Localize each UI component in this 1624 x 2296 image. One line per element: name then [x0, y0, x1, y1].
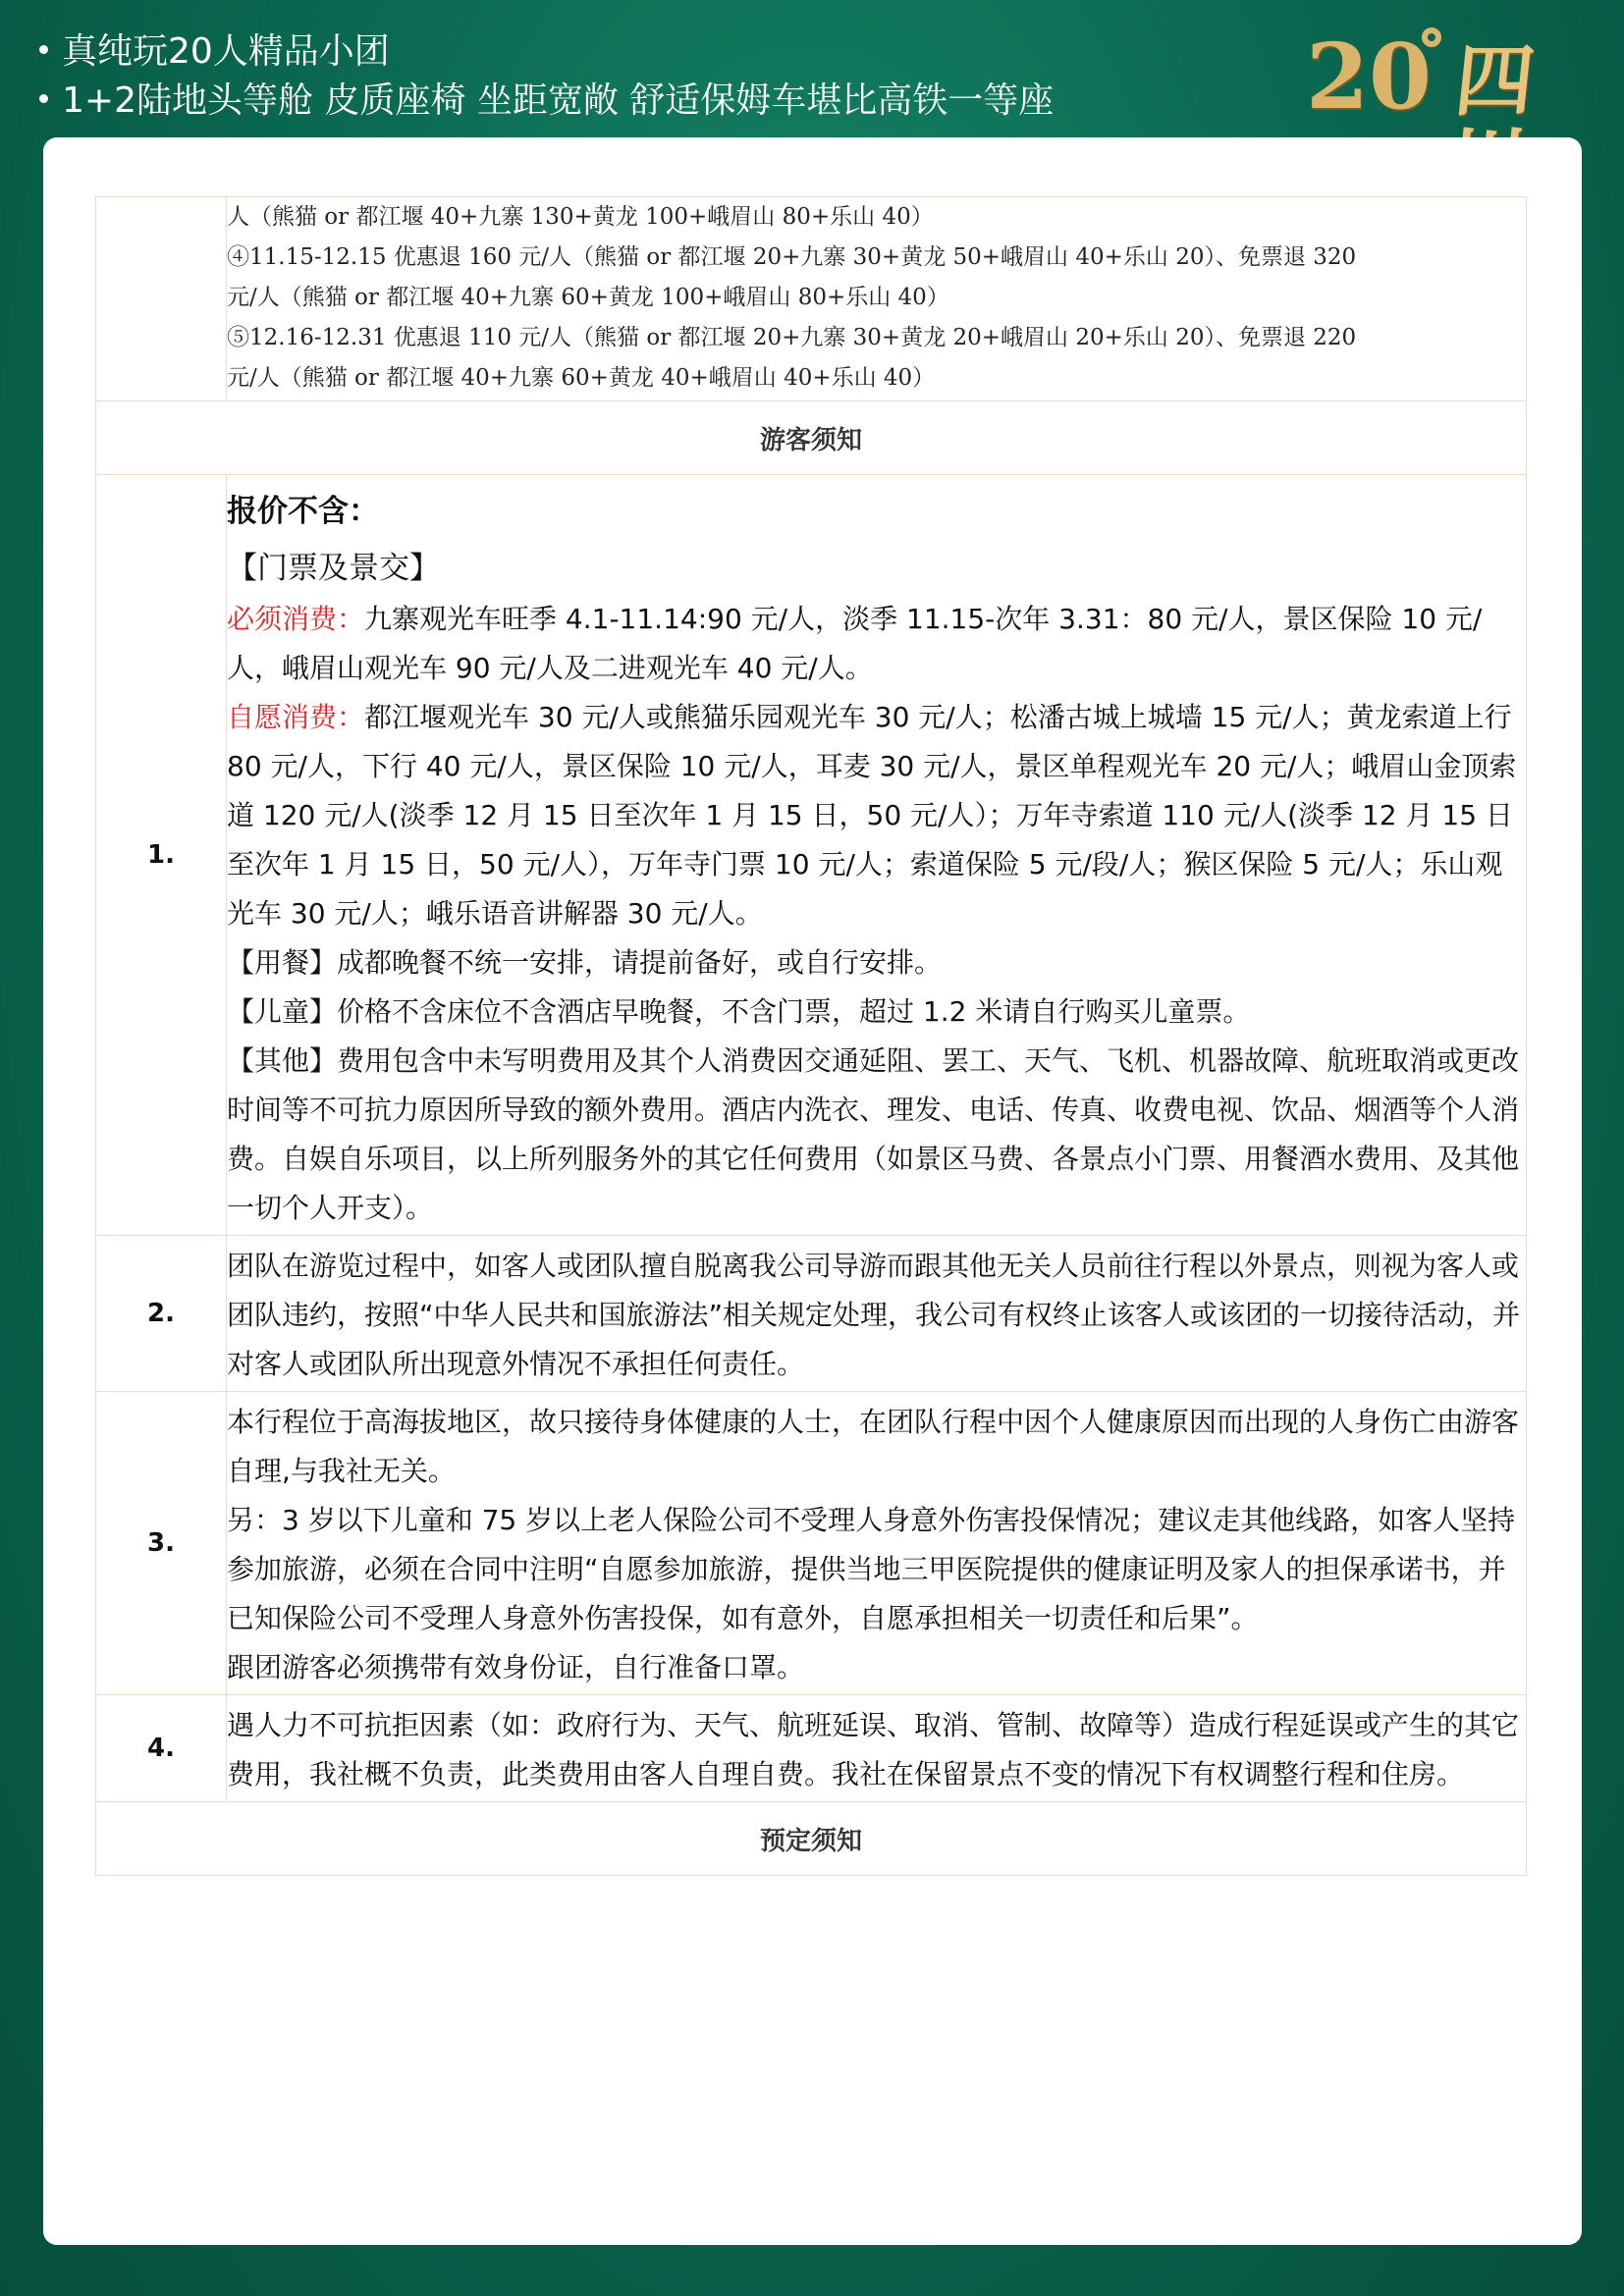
brand-logo	[1306, 22, 1591, 130]
logo-text: 四川	[1450, 34, 1542, 127]
continuation-line: 元/人（熊猫 or 都江堰 40+九寨 60+黄龙 40+峨眉山 40+乐山 40）	[227, 365, 936, 391]
item-content-2	[227, 1236, 1527, 1392]
degree-icon	[1422, 27, 1441, 47]
voluntary-pay-label: 自愿消费：	[227, 701, 365, 733]
item1-title: 报价不含：	[227, 494, 379, 529]
item1-subtitle: 【门票及景交】	[227, 551, 440, 586]
item-row-1	[96, 475, 1527, 1236]
item-number: 3.	[96, 1392, 227, 1695]
continuation-line: ④11.15-12.15 优惠退 160 元/人（熊猫 or 都江堰 20+九寨 30+黄龙 50+峨眉山 40+乐山 20）、免票退 320	[227, 244, 1357, 270]
voluntary-pay-text: 都江堰观光车 30 元/人或熊猫乐园观光车 30 元/人；松潘古城上城墙 15 元/人；黄龙索道上行 80 元/人，下行 40 元/人，景区保险 10 元/人，耳麦 30 元/人，景区单程观光车 20 元/人；峨眉山金顶索道 120 元/人(淡季 12 月 15 日至次年 1 月 15 日，50 元/人）；万年寺索道 110 元/人(淡季 12 月 15 日至次年 1 月 15 日，50 元/人），万年寺门票 10 元/人；索道保险 5 元/段/人；猴区保险 5 元/人；乐山观光车 30 元/人；峨乐语音讲解器 30 元/人。	[227, 701, 1517, 930]
continuation-num-cell	[96, 197, 227, 401]
item3-p2: 另：3 岁以下儿童和 75 岁以上老人保险公司不受理人身意外伤害投保情况；建议走其他线路，如客人坚持参加旅游，必须在合同中注明“自愿参加旅游，提供当地三甲医院提供的健康证明及家人的担保承诺书，并已知保险公司不受理人身意外伤害投保，如有意外，自愿承担相关一切责任和后果”。	[227, 1504, 1516, 1634]
section-row-tourist	[96, 401, 1527, 475]
header-bullet-1: 真纯玩20人精品小团	[37, 27, 1054, 77]
item3-p3: 跟团游客必须携带有效身份证，自行准备口罩。	[227, 1651, 805, 1683]
section-title-booking: 预定须知	[96, 1802, 1527, 1876]
item2-text: 团队在游览过程中，如客人或团队擅自脱离我公司导游而跟其他无关人员前往行程以外景点，则视为客人或团队违约，按照“中华人民共和国旅游法”相关规定处理，我公司有权终止该客人或该团的一切接待活动，并对客人或团队所出现意外情况不承担任何责任。	[227, 1250, 1521, 1380]
item-row-2	[96, 1236, 1527, 1392]
must-pay-text: 九寨观光车旺季 4.1-11.14:90 元/人，淡季 11.15-次年 3.31：80 元/人，景区保险 10 元/人，峨眉山观光车 90 元/人及二进观光车 40 元/人。	[227, 603, 1483, 684]
bullet-dot-icon	[39, 94, 48, 103]
item3-p1: 本行程位于高海拔地区，故只接待身体健康的人士，在团队行程中因个人健康原因而出现的人身伤亡由游客自理,与我社无关。	[227, 1406, 1520, 1487]
item-content-1	[227, 475, 1527, 1236]
header-bullet-2: 1+2陆地头等舱 皮质座椅 坐距宽敞 舒适保姆车堪比高铁一等座	[37, 77, 1054, 126]
continuation-row	[96, 197, 1527, 401]
item1-meal: 【用餐】成都晚餐不统一安排，请提前备好，或自行安排。	[227, 946, 943, 979]
item-number: 1.	[96, 475, 227, 1236]
continuation-cell	[227, 197, 1527, 401]
header-bullets	[37, 27, 1054, 126]
item-content-4	[227, 1695, 1527, 1802]
item-content-3	[227, 1392, 1527, 1695]
item1-voluntary-pay	[227, 693, 1526, 938]
item4-text: 遇人力不可抗拒因素（如：政府行为、天气、航班延误、取消、管制、故障等）造成行程延误或产生的其它费用，我社概不负责，此类费用由客人自理自费。我社在保留景点不变的情况下有权调整行程和住房。	[227, 1709, 1520, 1790]
bullet-dot-icon	[39, 45, 48, 54]
item1-must-pay	[227, 595, 1526, 693]
continuation-line: 人（熊猫 or 都江堰 40+九寨 130+黄龙 100+峨眉山 80+乐山 40）	[227, 204, 934, 230]
item-row-4	[96, 1695, 1527, 1802]
item1-child: 【儿童】价格不含床位不含酒店早晚餐，不含门票，超过 1.2 米请自行购买儿童票。	[227, 995, 1251, 1028]
must-pay-label: 必须消费：	[227, 603, 365, 635]
section-title-tourist: 游客须知	[96, 401, 1527, 475]
section-row-booking	[96, 1802, 1527, 1876]
notice-table	[95, 196, 1527, 1876]
item-number: 4.	[96, 1695, 227, 1802]
continuation-line: ⑤12.16-12.31 优惠退 110 元/人（熊猫 or 都江堰 20+九寨 30+黄龙 20+峨眉山 20+乐山 20）、免票退 220	[227, 325, 1357, 350]
item-number: 2.	[96, 1236, 227, 1392]
document-panel	[43, 137, 1582, 2245]
logo-number: 20	[1306, 24, 1433, 130]
continuation-line: 元/人（熊猫 or 都江堰 40+九寨 60+黄龙 100+峨眉山 80+乐山 40）	[227, 285, 949, 310]
item1-other: 【其他】费用包含中未写明费用及其个人消费因交通延阻、罢工、天气、飞机、机器故障、航班取消或更改时间等不可抗力原因所导致的额外费用。酒店内洗衣、理发、电话、传真、收费电视、饮品、烟酒等个人消费。自娱自乐项目，以上所列服务外的其它任何费用（如景区马费、各景点小门票、用餐酒水费用、及其他一切个人开支）。	[227, 1044, 1520, 1224]
item-row-3	[96, 1392, 1527, 1695]
